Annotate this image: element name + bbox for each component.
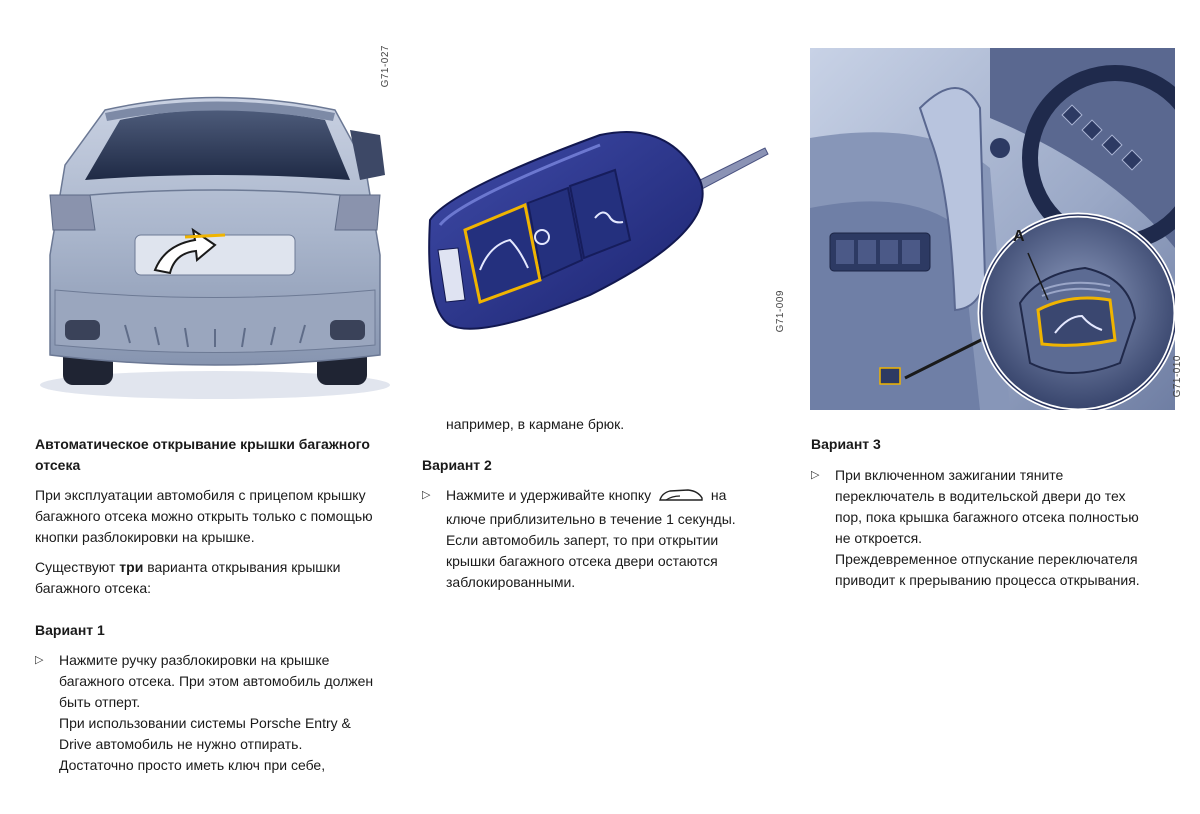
bullet-glyph: ▷: [422, 489, 431, 501]
continuation-line: например, в кармане брюк.: [446, 416, 625, 432]
variant2-title: Вариант 2: [422, 457, 492, 473]
tailgate-button-icon: [658, 487, 704, 509]
bold-three: три: [119, 559, 144, 575]
car-rear-figure: [35, 55, 395, 400]
variant1-title: Вариант 1: [35, 622, 105, 638]
car-figure-code: G71-027: [380, 45, 391, 88]
bullet-glyph: ▷: [35, 654, 44, 666]
door-switch-figure: [810, 48, 1175, 410]
door-figure-code: G71-010: [1172, 355, 1183, 398]
col2-text: [422, 414, 792, 593]
key-figure: [420, 110, 770, 350]
bullet-glyph: ▷: [811, 469, 820, 481]
section-title: Автоматическое открывание крышки багажного отсека: [35, 436, 370, 473]
col3-text: [811, 434, 1181, 591]
variant3-item: ▷ При включенном зажигании тяните переключатель в водительской двери до тех пор, пока крышка багажного отсека полностью не откроется. Преждевременное отпускание переключателя приводит к прерыванию процесса открывания.: [811, 467, 1140, 588]
variant1-item: ▷ Нажмите ручку разблокировки на крышке багажного отсека. При этом автомобиль должен быть отперт. При использовании системы Porsche Entry & Drive автомобиль не нужно отпирать. Достаточно просто иметь ключ при себе,: [35, 652, 374, 773]
variants-paragraph: Существуют три варианта открывания крышки багажного отсека:: [35, 559, 341, 596]
key-figure-code: G71-009: [775, 290, 786, 333]
variant3-title: Вариант 3: [811, 436, 881, 452]
variant2-item: ▷ Нажмите и удерживайте кнопку на ключе приблизительно в течение 1 секунды. Если автомобиль заперт, то при открытии крышки багажного отсека двери остаются заблокированными.: [422, 487, 736, 590]
intro-paragraph: При эксплуатации автомобиля с прицепом крышку багажного отсека можно открыть только с помощью кнопки разблокировки на крышке.: [35, 487, 373, 545]
callout-a: A: [1013, 228, 1025, 245]
col1-text: [35, 434, 400, 776]
